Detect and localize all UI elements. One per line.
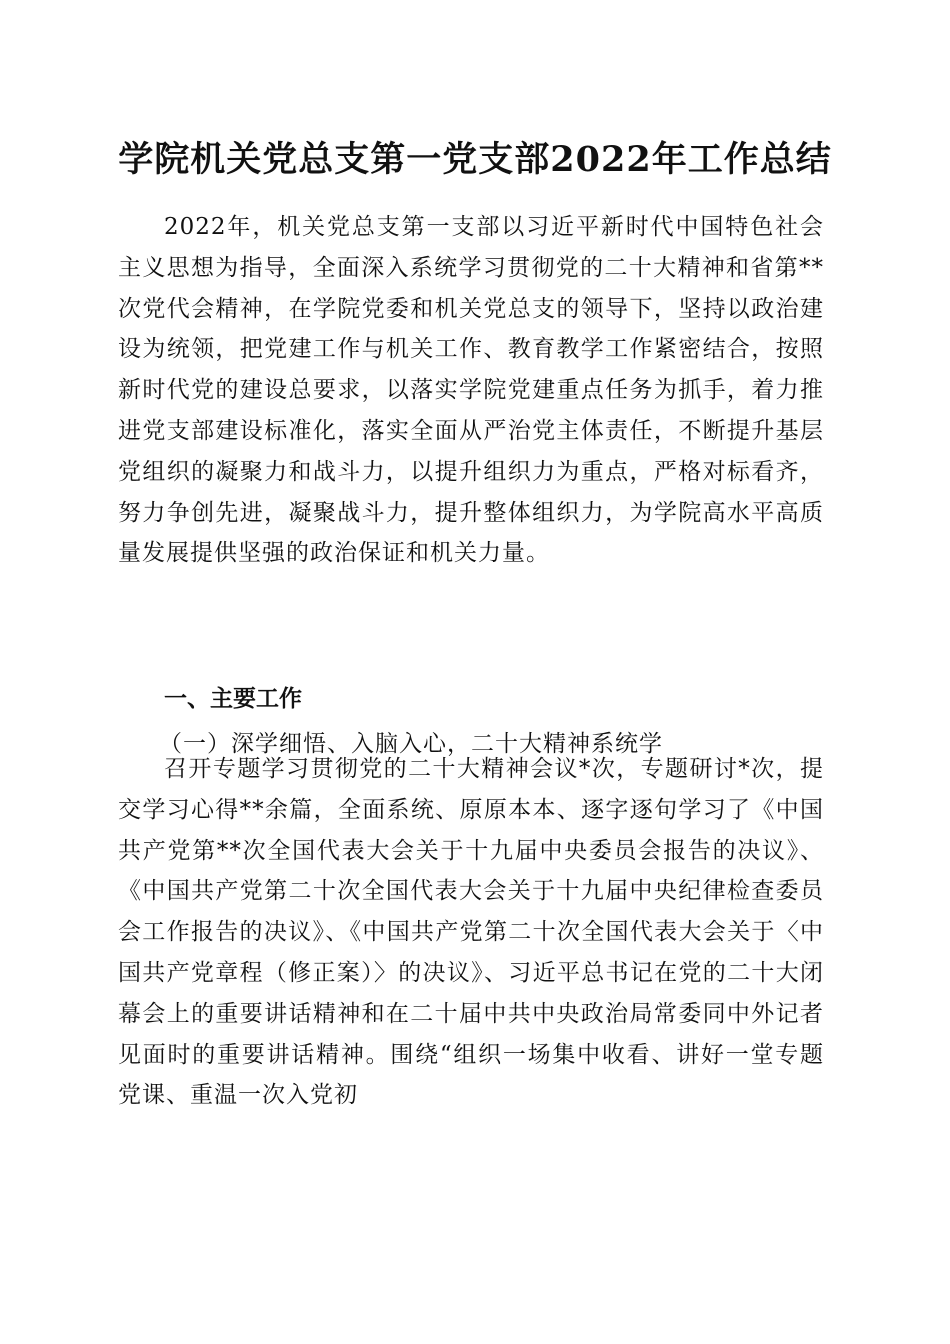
subsection-heading: （一）深学细悟、入脑入心，二十大精神系统学: [159, 731, 663, 757]
section-heading: 一、主要工作: [164, 686, 302, 712]
study-paragraph: 召开专题学习贯彻党的二十大精神会议*次，专题研讨*次，提交学习心得**余篇，全面系统、原原本本、逐字逐句学习了《中国共产党第**次全国代表大会关于十九届中央委员会报告的决议》、《中国共产党第二十次全国代表大会关于十九届中央纪律检查委员会工作报告的决议》、《中国共产党第二十次全国代表大会关于〈中国共产党章程（修正案）〉的决议》、习近平总书记在党的二十大闭幕会上的重要讲话精神和在二十届中共中央政治局常委同中外记者见面时的重要讲话精神。围绕“组织一场集中收看、讲好一堂专题党课、重温一次入党初: [118, 756, 824, 1109]
document-title: 学院机关党总支第一党支部2022年工作总结: [118, 139, 832, 180]
intro-paragraph: 2022年，机关党总支第一支部以习近平新时代中国特色社会主义思想为指导，全面深入系统学习贯彻党的二十大精神和省第**次党代会精神，在学院党委和机关党总支的领导下，坚持以政治建设为统领，把党建工作与机关工作、教育教学工作紧密结合，按照新时代党的建设总要求，以落实学院党建重点任务为抓手，着力推进党支部建设标准化，落实全面从严治党主体责任，不断提升基层党组织的凝聚力和战斗力，以提升组织力为重点，严格对标看齐，努力争创先进，凝聚战斗力，提升整体组织力，为学院高水平高质量发展提供坚强的政治保证和机关力量。: [118, 214, 824, 567]
